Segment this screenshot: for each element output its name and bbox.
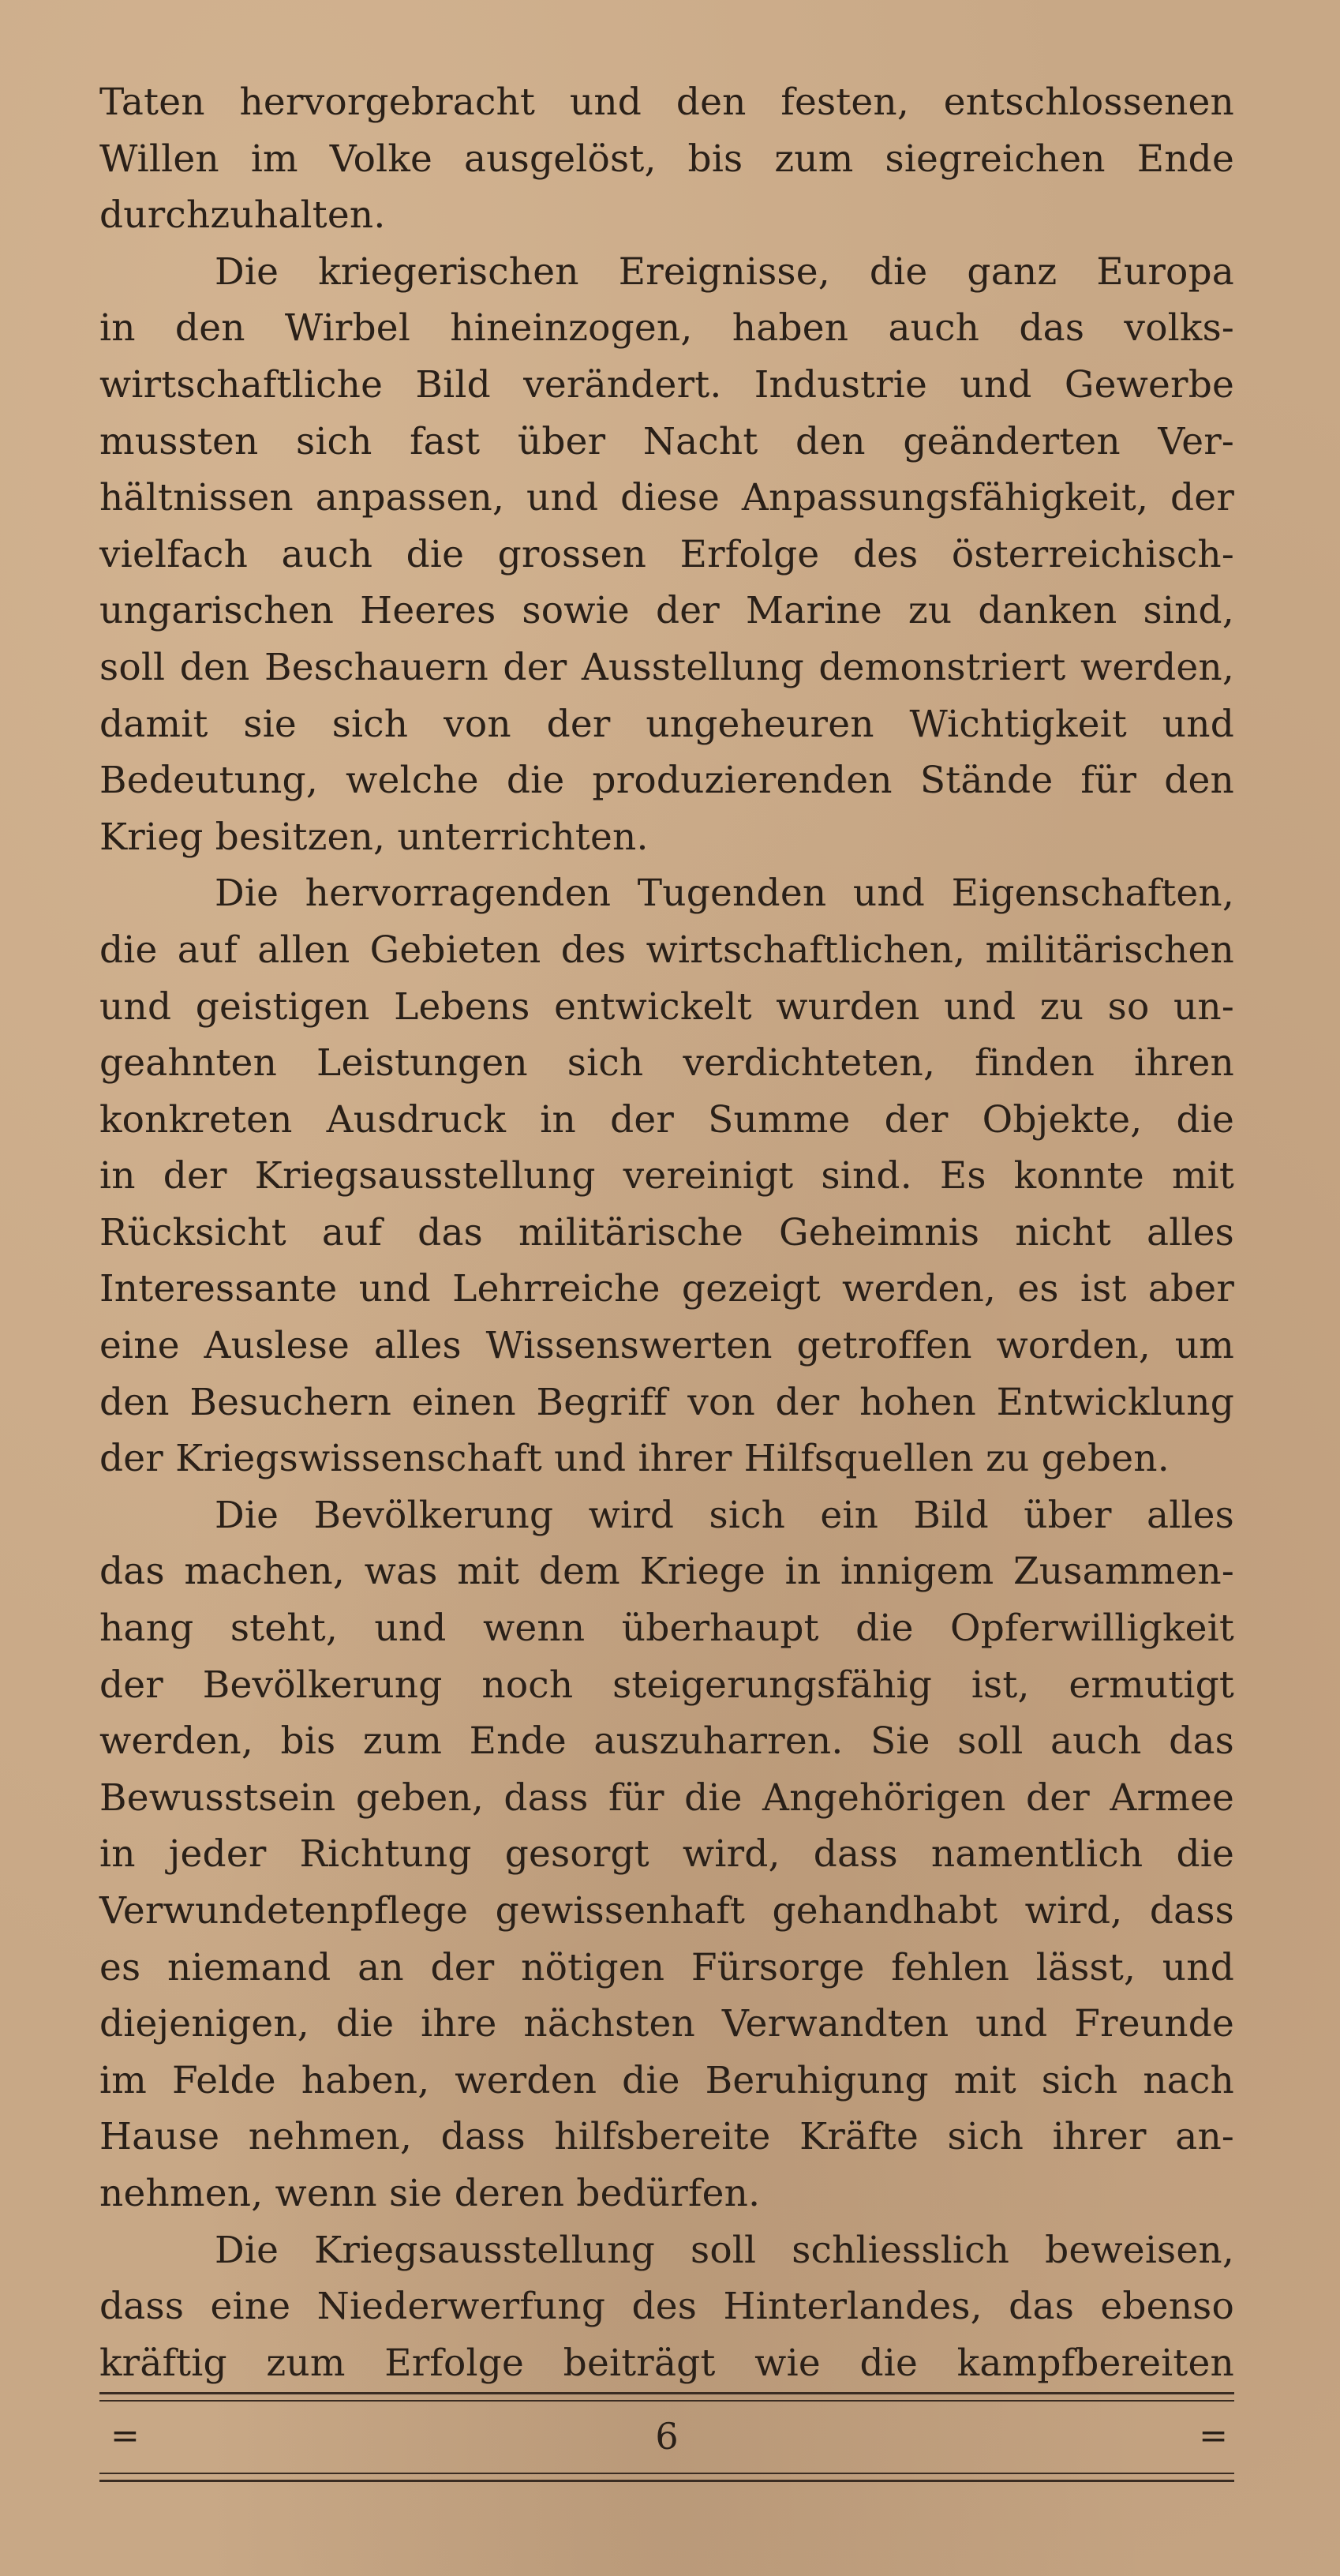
text-line: mussten sich fast über Nacht den geänderten Ver-	[99, 419, 1234, 463]
text-line: die auf allen Gebieten des wirtschaftlichen, militärischen	[99, 928, 1234, 972]
text-line: werden, bis zum Ende auszuharren. Sie soll auch das	[99, 1719, 1234, 1764]
text-line: Taten hervorgebracht und den festen, entschlossenen	[99, 81, 1234, 124]
text-line: Die Bevölkerung wird sich ein Bild über alles	[215, 1493, 1234, 1537]
text-line: Die hervorragenden Tugenden und Eigenschaften,	[215, 872, 1234, 916]
text-line: soll den Beschauern der Ausstellung demonstriert werden,	[99, 645, 1234, 689]
text-line: konkreten Ausdruck in der Summe der Objekte, die	[99, 1097, 1234, 1142]
text-line: Krieg besitzen, unterrichten.	[99, 815, 649, 859]
footer-rule-bottom-thin	[99, 2473, 1234, 2474]
text-line: in jeder Richtung gesorgt wird, dass namentlich die	[99, 1832, 1234, 1877]
text-line: vielfach auch die grossen Erfolge des österreichisch-	[99, 532, 1234, 576]
page-number: 6	[655, 2415, 679, 2458]
footer-rule-top	[99, 2392, 1234, 2394]
text-line: Bedeutung, welche die produzierenden Stände für den	[99, 759, 1234, 803]
text-line: nehmen, wenn sie deren bedürfen.	[99, 2171, 761, 2215]
body-text	[99, 74, 1234, 2391]
text-line: der Bevölkerung noch steigerungsfähig ist, ermutigt	[99, 1663, 1234, 1707]
text-line: kräftig zum Erfolge beiträgt wie die kampfbereiten	[99, 2341, 1234, 2385]
text-line: Hause nehmen, dass hilfsbereite Kräfte sich ihrer an-	[99, 2115, 1234, 2159]
footer-rule-bottom	[99, 2480, 1234, 2482]
text-line: und geistigen Lebens entwickelt wurden und zu so un-	[99, 984, 1234, 1029]
text-line: es niemand an der nötigen Fürsorge fehlen lässt, und	[99, 1945, 1234, 1989]
text-line: Verwundetenpflege gewissenhaft gehandhabt wird, dass	[99, 1889, 1234, 1933]
text-line: Die Kriegsausstellung soll schliesslich beweisen,	[215, 2228, 1234, 2272]
text-line: in den Wirbel hineinzogen, haben auch das volks-	[99, 306, 1234, 351]
footer-ornament-left: =	[110, 2416, 140, 2456]
text-line: Interessante und Lehrreiche gezeigt werden, es ist aber	[99, 1267, 1234, 1311]
text-line: Willen im Volke ausgelöst, bis zum siegreichen Ende	[99, 137, 1234, 181]
text-line: durchzuhalten.	[99, 193, 386, 238]
text-line: das machen, was mit dem Kriege in innigem Zusammen-	[99, 1550, 1234, 1594]
text-line: wirtschaftliche Bild verändert. Industrie und Gewerbe	[99, 362, 1234, 407]
footer-ornament-right: =	[1199, 2416, 1228, 2456]
text-line: in der Kriegsausstellung vereinigt sind. Es konnte mit	[99, 1154, 1234, 1198]
text-line: ungarischen Heeres sowie der Marine zu danken sind,	[99, 589, 1234, 633]
text-line: hältnissen anpassen, und diese Anpassungsfähigkeit, der	[99, 476, 1234, 520]
text-line: eine Auslese alles Wissenswerten getroffen worden, um	[99, 1324, 1234, 1368]
text-line: Bewusstsein geben, dass für die Angehörigen der Armee	[99, 1775, 1234, 1820]
text-line: der Kriegswissenschaft und ihrer Hilfsquellen zu geben.	[99, 1437, 1170, 1481]
text-line: hang steht, und wenn überhaupt die Opferwilligkeit	[99, 1607, 1234, 1651]
footer-rule-top-thin	[99, 2400, 1234, 2402]
text-line: den Besuchern einen Begriff von der hohen Entwicklung	[99, 1380, 1234, 1424]
text-line: Rücksicht auf das militärische Geheimnis nicht alles	[99, 1210, 1234, 1254]
text-line: im Felde haben, werden die Beruhigung mit sich nach	[99, 2058, 1234, 2102]
text-line: Die kriegerischen Ereignisse, die ganz Europa	[215, 249, 1234, 294]
text-line: geahnten Leistungen sich verdichteten, finden ihren	[99, 1041, 1234, 1086]
text-line: damit sie sich von der ungeheuren Wichtigkeit und	[99, 702, 1234, 746]
text-line: dass eine Niederwerfung des Hinterlandes, das ebenso	[99, 2285, 1234, 2329]
page-footer	[99, 2392, 1234, 2495]
text-line: diejenigen, die ihre nächsten Verwandten und Freunde	[99, 2002, 1234, 2046]
